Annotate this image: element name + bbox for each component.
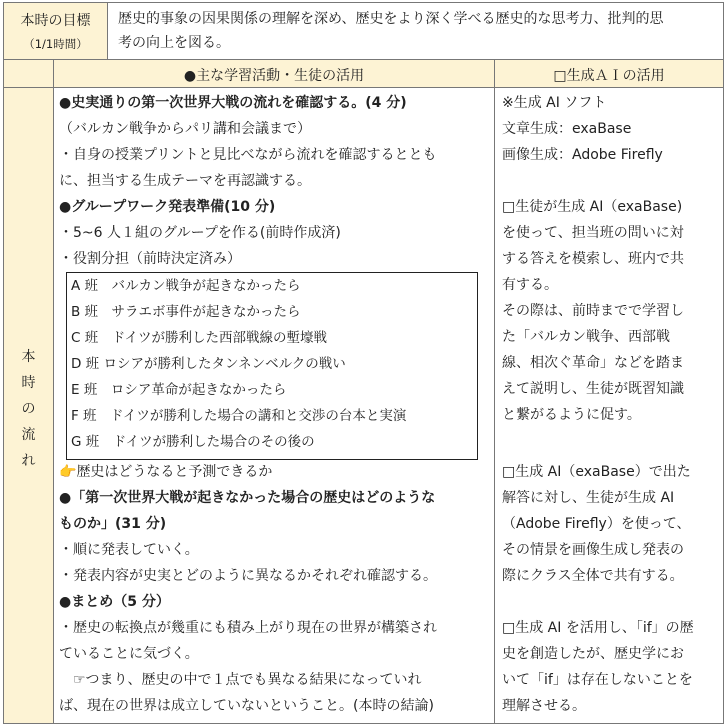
activity-line: ・5~6 人１組のグループを作る(前時作成済) bbox=[59, 225, 341, 241]
ai-line: た「バルカン戦争、西部戦 bbox=[502, 329, 670, 345]
ai-line: □生成 AI（exaBase）で出た bbox=[502, 464, 691, 480]
ai-usage-cell bbox=[494, 87, 724, 724]
activity-line: ☞つまり、歴史の中で１点でも異なる結果になっていれ bbox=[59, 672, 422, 688]
side-label-char: 本 bbox=[21, 349, 36, 365]
group-item: A 班 バルカン戦争が起きなかったら bbox=[71, 278, 301, 294]
ai-line: 際にクラス全体で共有する。 bbox=[502, 568, 684, 584]
goal-line: 歴史的事象の因果関係の理解を深め、歴史をより深く学べる歴史的な思考力、批判的思 bbox=[118, 11, 664, 27]
activity-line: ・役割分担（前時決定済み） bbox=[59, 251, 241, 267]
group-item: B 班 サラエボ事件が起きなかったら bbox=[71, 304, 301, 320]
activity-line: （バルカン戦争からパリ講和会議まで） bbox=[59, 121, 311, 137]
group-item: D 班 ロシアが勝利したタンネンベルクの戦い bbox=[71, 356, 346, 372]
ai-line: □生成 AI を活用し、「if」の歴 bbox=[502, 620, 694, 636]
ai-line: （Adobe Firefly）を使って、 bbox=[502, 516, 691, 532]
section-heading: ●まとめ（5 分） bbox=[59, 594, 170, 610]
activities-cell bbox=[53, 87, 495, 724]
section-heading: ●グループワーク発表準備(10 分) bbox=[59, 199, 276, 215]
group-item: E 班 ロシア革命が起きなかったら bbox=[71, 382, 287, 398]
ai-line: ※生成 AI ソフト bbox=[502, 95, 607, 111]
activity-line: ・順に発表していく。 bbox=[59, 542, 199, 558]
ai-line: 文章生成：exaBase bbox=[502, 121, 632, 137]
pointing-hand-icon: 👉 bbox=[59, 464, 77, 480]
side-label-char: れ bbox=[21, 453, 36, 469]
flow-side-label bbox=[3, 87, 54, 724]
ai-line: 線、相次ぐ革命」などを踏ま bbox=[502, 355, 684, 371]
section-heading: ものか」(31 分) bbox=[59, 516, 167, 532]
ai-line: その際は、前時までで学習し bbox=[502, 303, 684, 319]
activity-line: ・自身の授業プリントと見比べながら流れを確認するととも bbox=[59, 147, 437, 163]
goal-label: 本時の目標 bbox=[20, 13, 91, 29]
goal-label-cell bbox=[3, 2, 108, 60]
ai-line: 画像生成：Adobe Firefly bbox=[502, 147, 663, 163]
ai-line: □生徒が生成 AI（exaBase) bbox=[502, 199, 683, 215]
group-assignment-box bbox=[66, 272, 478, 460]
activities-header: ●主な学習活動・生徒の活用 bbox=[183, 68, 365, 84]
header-blank-cell bbox=[3, 59, 54, 88]
activities-header-cell bbox=[53, 59, 495, 88]
side-label-char: 時 bbox=[21, 375, 36, 391]
side-label-char: の bbox=[21, 401, 36, 417]
ai-line: 理解させる。 bbox=[502, 698, 586, 714]
ai-line: 解答に対し、生徒が生成 AI bbox=[502, 490, 675, 506]
ai-line: 史を創造したが、歴史学にお bbox=[502, 646, 684, 662]
activity-line: ・歴史の転換点が幾重にも積み上がり現在の世界が構築され bbox=[59, 620, 437, 636]
activity-line: ば、現在の世界は成立していないということ。(本時の結論) bbox=[59, 698, 434, 714]
activity-line: ・発表内容が史実とどのように異なるかそれぞれ確認する。 bbox=[59, 568, 437, 584]
ai-line: その情景を画像生成し発表の bbox=[502, 542, 684, 558]
ai-line: を使って、担当班の問いに対 bbox=[502, 225, 684, 241]
ai-line: と繋がるように促す。 bbox=[502, 407, 641, 423]
hand-line bbox=[59, 462, 272, 482]
ai-line: する答えを模索し、班内で共 bbox=[502, 251, 684, 267]
group-item: G 班 ドイツが勝利した場合のその後の bbox=[71, 434, 315, 450]
ai-header: □生成ＡＩの活用 bbox=[553, 68, 665, 84]
ai-line: えて説明し、生徒が既習知識 bbox=[502, 381, 684, 397]
side-label-char: 流 bbox=[21, 427, 36, 443]
goal-period: （1/1時間） bbox=[23, 37, 88, 51]
hand-line-text: 歴史はどうなると予測できるか bbox=[76, 464, 273, 480]
section-heading: ●「第一次世界大戦が起きなかった場合の歴史はどのような bbox=[59, 490, 436, 506]
ai-line: いて「if」は存在しないことを bbox=[502, 672, 693, 688]
section-heading: ●史実通りの第一次世界大戦の流れを確認する。(4 分) bbox=[59, 95, 407, 111]
group-item: C 班 ドイツが勝利した西部戦線の塹壕戦 bbox=[71, 330, 328, 346]
goal-text-cell bbox=[107, 2, 724, 60]
activity-line: に、担当する生成テーマを再認識する。 bbox=[59, 173, 311, 189]
group-item: F 班 ドイツが勝利した場合の講和と交渉の台本と実演 bbox=[71, 408, 407, 424]
ai-line: 有する。 bbox=[502, 277, 558, 293]
ai-header-cell bbox=[494, 59, 724, 88]
goal-line: 考の向上を図る。 bbox=[118, 35, 230, 51]
goal-text bbox=[118, 7, 717, 55]
lesson-plan-table bbox=[3, 2, 724, 724]
activity-line: ていることに気づく。 bbox=[59, 646, 199, 662]
